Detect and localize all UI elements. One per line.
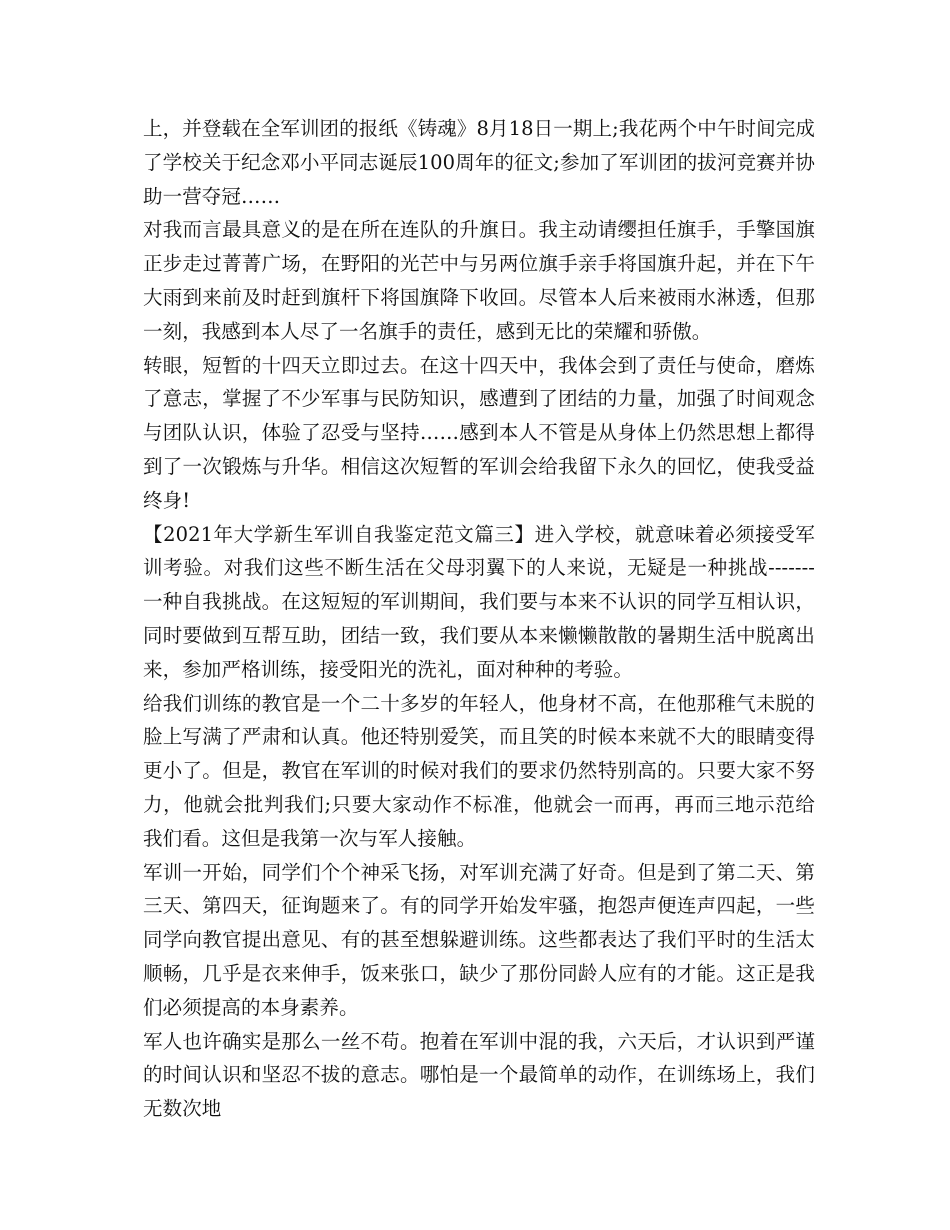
paragraph-6: 军训一开始，同学们个个神采飞扬，对军训充满了好奇。但是到了第二天、第三天、第四天，征询题来了。有的同学开始发牢骚，抱怨声便连声四起，一些同学向教官提出意见、有的甚至想躲避训练。这些都表达了我们平时的生活太顺畅，几乎是衣来伸手，饭来张口，缺少了那份同龄人应有的才能。这正是我们必须提高的本身素养。: [143, 860, 815, 1019]
document-body: [143, 112, 815, 1126]
paragraph-1: 上，并登载在全军训团的报纸《铸魂》8月18日一期上;我花两个中午时间完成了学校关于纪念邓小平同志诞辰100周年的征文;参加了军训团的拔河竞赛并协助一营夺冠……: [143, 117, 815, 208]
paragraph-2: 对我而言最具意义的是在所在连队的升旗日。我主动请缨担任旗手，手擎国旗正步走过菁菁广场，在野阳的光芒中与另两位旗手亲手将国旗升起，并在下午大雨到来前及时赶到旗杆下将国旗降下收回。尽管本人后来被雨水淋透，但那一刻，我感到本人尽了一名旗手的责任，感到无比的荣耀和骄傲。: [143, 218, 815, 343]
paragraph-3: 转眼，短暂的十四天立即过去。在这十四天中，我体会到了责任与使命，磨炼了意志，掌握了不少军事与民防知识，感遭到了团结的力量，加强了时间观念与团队认识，体验了忍受与坚持……感到本人不管是从身体上仍然思想上都得到了一次锻炼与升华。相信这次短暂的军训会给我留下永久的回忆，使我受益终身!: [143, 353, 815, 512]
paragraph-5: 给我们训练的教官是一个二十多岁的年轻人，他身材不高，在他那稚气未脱的脸上写满了严肃和认真。他还特别爱笑，而且笑的时候本来就不大的眼睛变得更小了。但是，教官在军训的时候对我们的要求仍然特别高的。只要大家不努力，他就会批判我们;只要大家动作不标准，他就会一而再，再而三地示范给我们看。这但是我第一次与军人接触。: [143, 691, 815, 850]
paragraph-4: 【2021年大学新生军训自我鉴定范文篇三】进入学校，就意味着必须接受军训考验。对我们这些不断生活在父母羽翼下的人来说，无疑是一种挑战-------一种自我挑战。在这短短的军训期间，我们要与本来不认识的同学互相认识，同时要做到互帮互助，团结一致，我们要从本来懒懒散散的暑期生活中脱离出来，参加严格训练，接受阳光的洗礼，面对种种的考验。: [143, 522, 815, 681]
paragraph-7: 军人也许确实是那么一丝不苟。抱着在军训中混的我，六天后，才认识到严谨的时间认识和坚忍不拔的意志。哪怕是一个最简单的动作，在训练场上，我们无数次地: [143, 1029, 815, 1121]
